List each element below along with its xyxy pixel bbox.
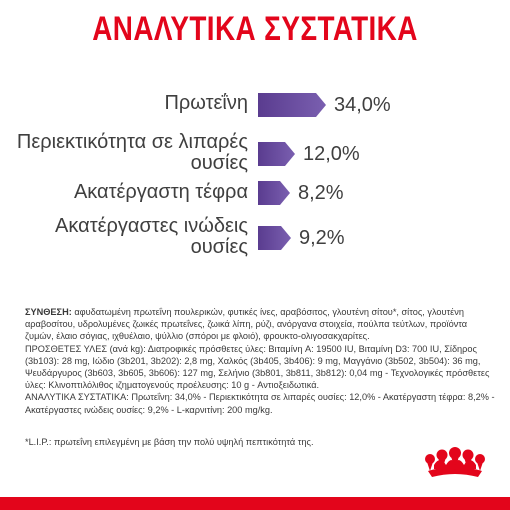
analysis-bar bbox=[258, 142, 297, 166]
analysis-bar bbox=[258, 226, 293, 250]
composition-paragraph bbox=[25, 306, 495, 343]
analysis-bar-shape bbox=[258, 226, 291, 250]
footnote: *L.I.P.: πρωτεΐνη επιλεγμένη με βάση την πολύ υψηλή πεπτικότητά της. bbox=[25, 437, 314, 447]
analysis-row bbox=[0, 132, 510, 172]
analysis-label: Ακατέργαστη τέφρα bbox=[73, 181, 248, 203]
analysis-value: 34,0% bbox=[334, 94, 391, 116]
composition-block bbox=[25, 306, 495, 416]
analysis-bar-shape bbox=[258, 142, 295, 166]
additives-paragraph: ΠΡΟΣΘΕΤΕΣ ΥΛΕΣ (ανά kg): Διατροφικές πρόσθετες ύλες: Βιταμίνη A: 19500 IU, Βιταμίνη D3: 700 IU, Σίδηρος (3b103): 28 mg, Ιώδιο (3b201, 3b202): 2,8 mg, Χαλκός (3b405, 3b406): 9 mg, Μαγγάνιο (3b502, 3b504): 36 mg, Ψευδάργυρος (3b603, 3b605, 3b606): 127 mg, Σελήνιο (3b801, 3b811, 3b812): 0,04 mg - Τεχνολογικές πρόσθετες ύλες: Κλινοπτιλόλιθος ιζηματογενούς προέλευσης: 10 g - Αντιοξειδωτικά. bbox=[25, 343, 490, 391]
bottom-red-bar bbox=[0, 497, 510, 510]
analysis-row bbox=[0, 216, 510, 256]
analysis-bar bbox=[258, 181, 292, 205]
composition-heading: ΣΥΝΘΕΣΗ: bbox=[25, 307, 72, 317]
analysis-row bbox=[0, 92, 510, 132]
analytical-paragraph: ΑΝΑΛΥΤΙΚΑ ΣΥΣΤΑΤΙΚΑ: Πρωτεΐνη: 34,0% - Περιεκτικότητα σε λιπαρές ουσίες: 12,0% - Ακατέργαστη τέφρα: 8,2% - Ακατέργαστες ινώδεις ουσίες: 9,2% - L-καρνιτίνη: 200 mg/kg. bbox=[25, 392, 495, 415]
analysis-label: Πρωτεΐνη bbox=[164, 92, 248, 114]
analysis-bar-shape bbox=[258, 181, 290, 205]
analysis-row bbox=[0, 180, 510, 220]
analysis-bar-shape bbox=[258, 93, 326, 117]
analysis-label: Ακατέργαστες ινώδεις ουσίες bbox=[55, 215, 248, 258]
page-title: ΑΝΑΛΥΤΙΚΑ ΣΥΣΤΑΤΙΚΑ bbox=[92, 10, 418, 48]
royal-canin-crown-logo-icon bbox=[420, 441, 490, 481]
analysis-value: 12,0% bbox=[303, 143, 360, 165]
analysis-label: Περιεκτικότητα σε λιπαρές ουσίες bbox=[16, 131, 248, 174]
analysis-value: 9,2% bbox=[299, 227, 345, 249]
analysis-bar bbox=[258, 93, 328, 117]
analysis-value: 8,2% bbox=[298, 182, 344, 204]
composition-text: αφυδατωμένη πρωτεΐνη πουλερικών, φυτικές ίνες, αραβόσιτος, γλουτένη σίτου*, σίτος, γλουτένη αραβοσίτου, υδρολυμένες ζωικές πρωτεΐνες, ζωικά λίπη, ρύζι, ανόργανα στοιχεία, πούλπα τεύτλων, προϊόντα ζυμών, έλαιο σόγιας, ιχθυέλαιο, ψύλλιο (σπόροι με φλοιό), φρουκτο-ολιγοσακχαρίτες. bbox=[25, 307, 468, 342]
